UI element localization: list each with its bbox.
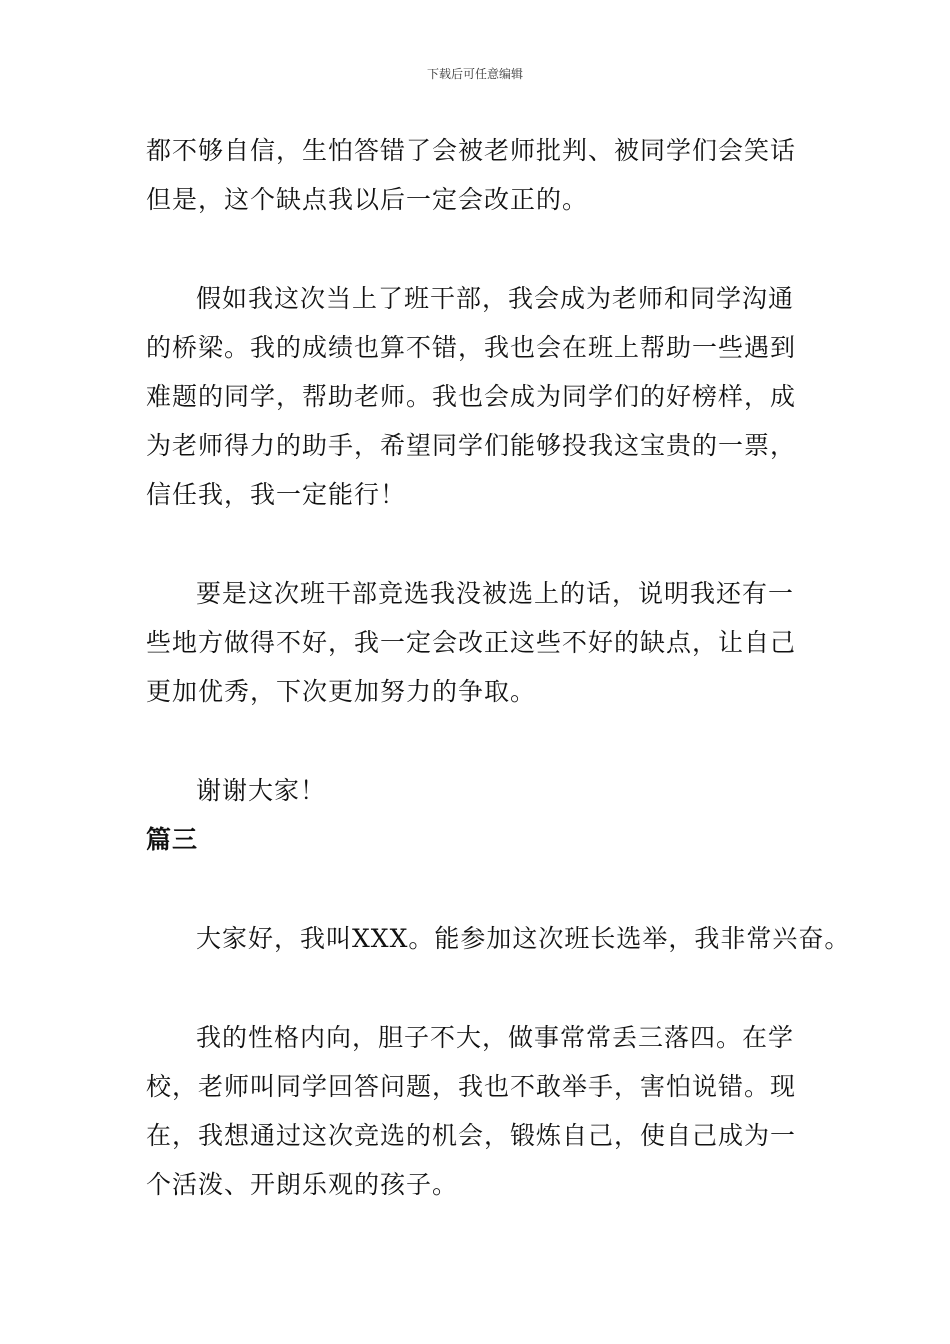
paragraph-line: 个活泼、开朗乐观的孩子。: [146, 1170, 459, 1199]
paragraph-line: 些地方做得不好，我一定会改正这些不好的缺点，让自己: [146, 628, 797, 657]
paragraph-gap: [146, 716, 816, 766]
paragraph-line: 要是这次班干部竞选我没被选上的话，说明我还有一: [196, 579, 795, 608]
paragraph-class-cadre: [146, 274, 816, 519]
section-title: 篇三: [146, 825, 199, 854]
document-body: [146, 126, 851, 1209]
paragraph-line: 但是，这个缺点我以后一定会改正的。: [146, 185, 589, 214]
paragraph-gap: [146, 224, 816, 274]
paragraph-line: 谢谢大家！: [196, 776, 327, 805]
paragraph-personality: [146, 1013, 816, 1209]
paragraph-continued: [146, 126, 816, 224]
paragraph-line: 在，我想通过这次竞选的机会，锻炼自己，使自己成为一: [146, 1121, 797, 1150]
paragraph-line: 难题的同学，帮助老师。我也会成为同学们的好榜样，成: [146, 382, 797, 411]
paragraph-thanks: [146, 766, 816, 815]
paragraph-line: 假如我这次当上了班干部，我会成为老师和同学沟通: [196, 284, 795, 313]
paragraph-line: 的桥梁。我的成绩也算不错，我也会在班上帮助一些遇到: [146, 333, 797, 362]
paragraph-gap: [146, 864, 816, 914]
paragraph-line: 信任我，我一定能行！: [146, 480, 407, 509]
paragraph-line: 都不够自信，生怕答错了会被老师批判、被同学们会笑话: [146, 136, 797, 165]
paragraph-not-elected: [146, 569, 816, 716]
paragraph-line: 校，老师叫同学回答问题，我也不敢举手，害怕说错。现: [146, 1072, 797, 1101]
paragraph-line: 更加优秀，下次更加努力的争取。: [146, 677, 537, 706]
paragraph-gap: [146, 519, 816, 569]
paragraph-gap: [146, 963, 816, 1013]
paragraph-line: 为老师得力的助手，希望同学们能够投我这宝贵的一票，: [146, 431, 797, 460]
paragraph-greeting: [146, 914, 851, 963]
page-header-note: 下载后可任意编辑: [426, 67, 523, 81]
paragraph-line: 大家好，我叫XXX。能参加这次班长选举，我非常兴奋。: [196, 924, 851, 953]
paragraph-line: 我的性格内向，胆子不大，做事常常丢三落四。在学: [196, 1023, 795, 1052]
